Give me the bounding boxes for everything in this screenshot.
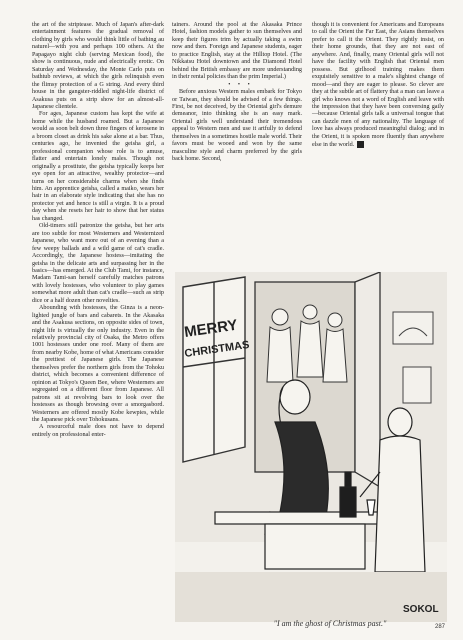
end-mark-icon [357,141,364,148]
section-break [172,82,302,89]
paragraph-text: tainers. Around the pool at the Akasaka Prince Hotel, fashion models gather to sun themselves and keep their figures trim by actually taking a swim now and then. Foreign and Japanese students, eager to practice English, stay at the Hilltop Hotel. (The Nikkatsu Hotel downtown and the Diamond Hotel behind the British embassy are more understanding in their rental policies than the prim Imperial.) [172,22,302,81]
cartoon-signature: SOKOL [403,604,439,615]
paragraph [312,22,444,150]
paragraph-text: A resourceful male does not have to depend entirely on professional enter- [32,424,164,438]
article-column-3 [312,22,444,240]
article-column-2 [172,22,302,267]
paragraph [32,111,164,223]
paragraph [172,22,302,82]
paragraph-text: the art of the striptease. Much of Japan's after-dark entertainment features the gradual removal of clothing by girls who would think little of bathing au naturel—with you and perhaps 100 others. At the Papagayo night club (serving Mexican food), the show is continuous, nude and electrically erotic. On Saturday and Wednesday, the Monte Carlo puts on bathtub reviews, at which the girls relinquish even the flimsy protection of a G string. And every third house in the gangster-riddled night-life district of Asakusa puts on a strip show for an almost-all-Japanese clientele. [32,22,164,110]
paragraph-text: though it is convenient for Americans and Europeans to call the Orient the Far East, the Asians themselves prefer to call it the Orient. They rightly insist, on their home grounds, that they are not east of anywhere. And, finally, many Oriental girls will not have the facility with English that Oriental men possess. But girlhood training makes them exquisitely sensitive to a male's slightest change of mood—and they are eager to please. So clever are they at the subtle art of flattery that a man can leave a girl who knows not a word of English and leave with the impression that they have been conversing gaily—because Oriental girls talk a universal tongue that can dazzle men of any nationality. The language of love has always produced meaningful dialog; and in the Orient, it is spoken more fluently than anywhere else in the world. [312,22,444,149]
sign-christmas: CHRISTMAS [183,338,251,360]
page-number: 287 [435,624,446,630]
paragraph-text: Before anxious Western males embark for Tokyo or Taiwan, they should be advised of a few things. First, be not deceived, by the Oriental girl's demure demeanor, into thinking she is an easy mark. Oriental girls well understand their tremendous appeal to Western men and use it artfully to defend themselves in a sometimes hostile male world. Their favors must be wooed and won by the same masculine style and charm preferred by the girls back home. Second, [172,89,302,163]
window-frame [183,277,245,462]
paragraph-text: Abounding with hostesses, the Ginza is a neon-lighted jungle of bars and cabarets. In the Akasaka and the Asakusa sections, on opposite sides of town, night life is virtually the only industry. Even in the relatively provincial city of Osaka, the Metro offers 1001 hostesses under one roof. Many of them are from nearby Kobe, home of what Americans consider the prettiest of Japanese girls. The Japanese themselves prefer the northern girls from the Tohoku district, which becomes a convenient difference of opinion at Tokyo's Queen Bee, where Westerners are segregated on a different floor from Japanese. All patrons sit at revolving bars to look over the hostesses as though browsing over a smorgasbord. Westerners are offered mostly Kobe kewpies, while the Japanese pick over Tohokusans. [32,305,164,424]
cartoon-illustration [175,272,447,622]
cartoon-caption: "I am the ghost of Christmas past." [273,619,387,628]
paragraph-text: Old-timers still patronize the geisha, but her arts are too subtle for most Westerners and Westernized Japanese, who want more out of an evening than a few weepy ballads and a wild game of cat's cradle. Accordingly, the Japanese hostess—imitating the geisha in the delicate arts and surpassing her in the basics—has emerged. At the Club Tami, for instance, Madam Tami-san herself carefully matches patrons with lovely hostesses, who volunteer to play games somewhat more adult than cat's cradle—such as strip dice or a half dozen other novelties. [32,223,164,304]
paragraph [172,89,302,164]
article-column-1 [32,22,164,622]
sign-merry: MERRY [183,316,239,341]
paragraph [32,223,164,305]
paragraph [32,22,164,111]
paragraph [32,424,164,439]
paragraph [32,305,164,424]
paragraph-text: For ages, Japanese custom has kept the wife at home while the husband roamed. But a Japanese would as soon belt down three fingers of kerosene in a broom closet as drink his sake alone at a bar. Thus, centuries ago, he invented the geisha girl, a professional companion whose role is to amuse, flatter and entertain lonely males. Though not originally a prostitute, the geisha typically keeps her eye open for an attractive, wealthy protector—and turns on her considerable charms when she finds him. An apprentice geisha, called a maiko, wears her hair in an elaborate style indicating that she has no protector yet and hence is still a virgin. It is a proud day when she resets her hair to show that her status has changed. [32,111,164,222]
paragraph-text: • • • [228,81,253,88]
party-crowd [267,305,347,382]
